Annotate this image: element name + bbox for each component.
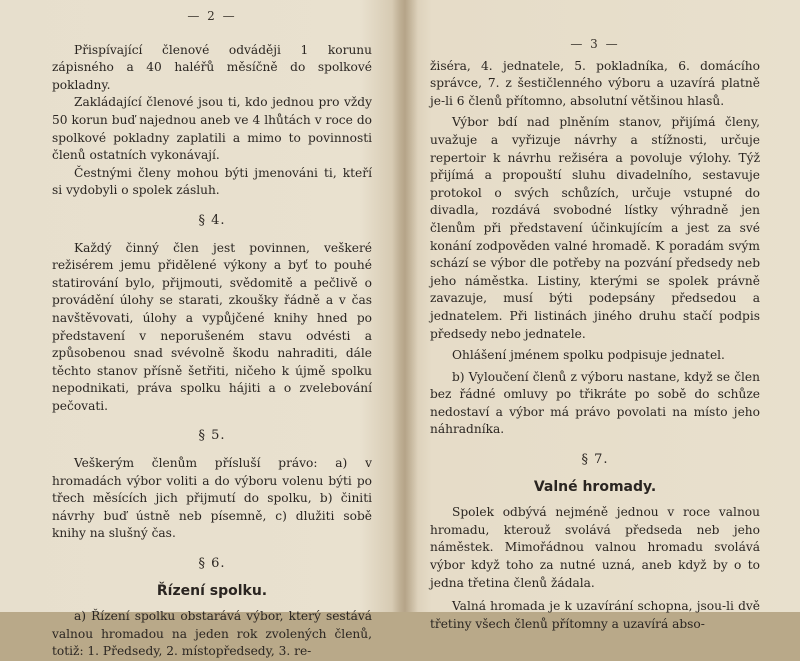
page-number-right: — 3 — <box>570 37 620 51</box>
section-4-text: Každý činný člen jest povinnen, veškeré režisérem jemu přidělené výkony a byť to pouhé statirování bylo, přijmouti, svědomitě a pečlivě o provádění úlohy se starati, zkoušky řádně a v čas navštěvovati, úlohy a vypůjčené knihy hned po představení v neporušeném stavu odvésti a způsobenou snad svévolně škodu nahraditi, dále těchto stanov přísně šetřiti, ničeho k újmě spolku nepodnikati, práva spolku hájiti a o zvelebování pečovati. <box>52 240 372 413</box>
left-page <box>52 0 372 659</box>
section-6-text: a) Řízení spolku obstarává výbor, který sestává valnou hromadou na jeden rok zvolených členů, totiž: 1. Předsedy, 2. místopředsedy, 3. re- <box>52 609 372 659</box>
paragraph-founding-members: Zakládající členové jsou ti, kdo jednou pro vždy 50 korun buď najednou aneb ve 4 lhůtách v roce do spolkové pokladny zaplatili a mimo to povinnosti členů ostatních vykonávají. <box>52 95 372 163</box>
section-5-text: Veškerým členům přísluší právo: a) v hromadách výbor voliti a do výboru volenu býti po třech měsících jich přijmutí do spolku, b) činiti návrhy buď ústně neb písemně, c) dlužiti sobě knihy na slušný čas. <box>52 456 372 541</box>
section-6-heading: Řízení spolku. <box>156 582 268 599</box>
paragraph-fees: Přispívající členové odváději 1 korunu zápisného a 40 haléřů měsíčně do spolkové pokladny. <box>52 42 372 92</box>
section-7-quorum: Valná hromada je k uzavírání schopna, jsou-li dvě třetiny všech členů přítomny a uzavírá abso- <box>430 599 760 631</box>
section-7-text: Spolek odbývá nejméně jednou v roce valnou hromadu, kterouž svolává předseda neb jeho náměstek. Mimořádnou valnou hromadu svolává výbor když toho za nutné uzná, aneb když by o to jedna třetina členů žádala. <box>430 505 760 590</box>
paragraph-committee-duties: Výbor bdí nad plněním stanov, přijímá členy, uvažuje a vyřizuje návrhy a stížnosti, určuje repertoir k návrhu režiséra a povoluje výlohy. Týž přijímá a propouští sluhu divadelního, sestavuje protokol o svých schůzích, určuje vstupné do divadla, rozdává svobodné lístky výhradně jen členům při představení účinkujícím a jest za své konání zodpověden valné hromadě. K poradám svým schází se výbor dle potřeby na pozvání předsedy neb jeho náměstka. Listiny, kterými se spolek právně zavazuje, musí býti podepsány předsedou a jednatelem. Při listinách jiného druhu stačí podpis předsedy nebo jednatele. <box>430 115 760 341</box>
right-page <box>430 0 760 631</box>
paragraph-committee-composition: žiséra, 4. jednatele, 5. pokladníka, 6. domácího správce, 7. z šestičlenného výboru a uzavírá platně je-li 6 členů přítomno, absolutní většinou hlasů. <box>430 58 760 108</box>
paragraph-exclusion: b) Vyloučení členů z výboru nastane, když se člen bez řádné omluvy po třikráte po sobě do schůze nedostaví a výbor má právo povolati na místo jeho náhradníka. <box>430 369 760 437</box>
section-5-title: § 5. <box>198 428 226 444</box>
paragraph-honorary-members: Čestnými členy mohou býti jmenováni ti, kteří si vydobyli o spolek zásluh. <box>52 165 372 198</box>
section-4-title: § 4. <box>198 212 226 228</box>
book-gutter <box>392 0 418 612</box>
page-number-left: — 2 — <box>187 9 237 23</box>
section-7-heading: Valné hromady. <box>533 478 657 495</box>
section-6-title: § 6. <box>198 556 226 572</box>
section-7-title: § 7. <box>581 452 609 468</box>
paragraph-announcements: Ohlášení jménem spolku podpisuje jednatel. <box>452 348 725 363</box>
